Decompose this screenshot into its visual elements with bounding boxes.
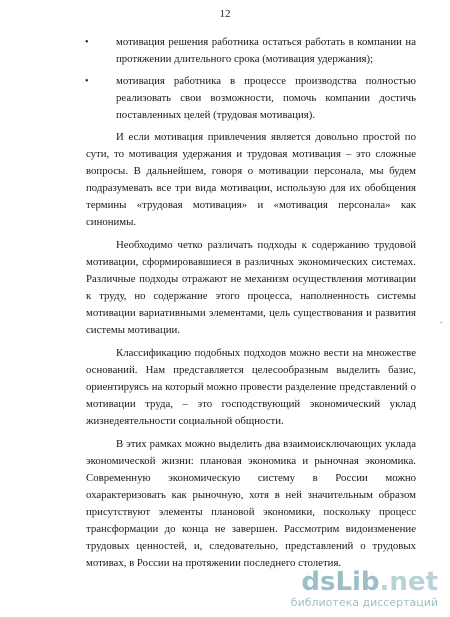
document-body: [86, 34, 416, 578]
bullet-icon: •: [85, 76, 89, 87]
paragraph: Классификацию подобных подходов можно вести на множестве оснований. Нам представляется целесообразным выделить базис, ориентируясь на который можно провести разделение представлений о мотивации труда, – это господствующий экономический уклад жизнедеятельности социальной общности.: [86, 347, 416, 427]
watermark-caption: библиотека диссертаций: [290, 596, 438, 609]
bullet-icon: •: [85, 37, 89, 48]
watermark-logo: [291, 568, 438, 609]
watermark-brand: [291, 568, 438, 596]
watermark-brand-tld: .net: [379, 567, 438, 597]
bullet-text: мотивация решения работника остаться работать в компании на протяжении длительного срока (мотивация удержания);: [116, 36, 416, 65]
paragraph: Необходимо четко различать подходы к содержанию трудовой мотивации, сформировавшиеся в различных экономических системах. Различные подходы отражают не механизм осуществления мотивации к труду, но содержание этого процесса, наполненность системы мотивации вариативными элементами, цель существования и развития системы мотивации.: [86, 239, 416, 336]
bullet-item: [86, 73, 416, 124]
bullet-item: [86, 34, 416, 68]
margin-mark: -: [440, 318, 443, 327]
paragraph: В этих рамках можно выделить два взаимоисключающих уклада экономической жизни: плановая экономика и рыночная экономика. Современную экономическую систему в России можно охарактеризовать как рыночную, хотя в ней значительным образом присутствуют элементы плановой экономики, поскольку процесс трансформации до конца не завершен. Рассмотрим видоизменение трудовых ценностей, и, следовательно, представлений о трудовых мотивах, в России на протяжении последнего столетия.: [86, 438, 416, 569]
watermark-brand-name: dsLib: [301, 567, 380, 597]
page-number: 12: [219, 8, 231, 20]
bullet-text: мотивация работника в процессе производства полностью реализовать свои возможности, помочь компании достичь поставленных целей (трудовая мотивация).: [116, 75, 416, 121]
paragraph: И если мотивация привлечения является довольно простой по сути, то мотивация удержания и трудовая мотивация – это сложные вопросы. В дальнейшем, говоря о мотивации персонала, мы будем подразумевать все три вида мотивации, использую для их обобщения термины «трудовая мотивация» и «мотивация персонала» как синонимы.: [86, 131, 416, 228]
